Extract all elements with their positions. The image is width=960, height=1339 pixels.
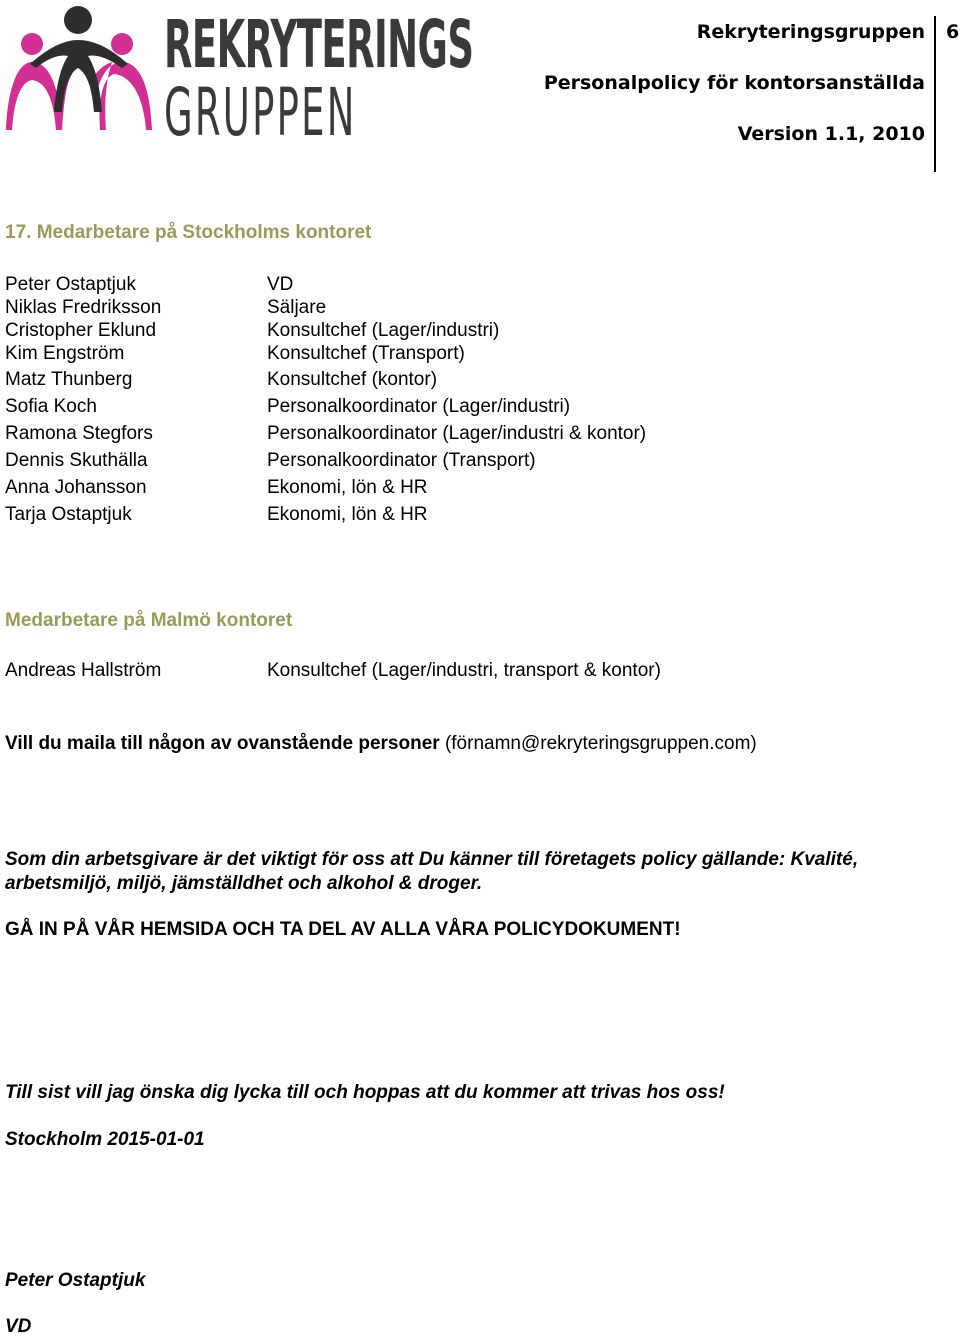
staff-role: Konsultchef (kontor): [267, 369, 438, 390]
header-divider: [934, 16, 936, 172]
staff-name: Sofia Koch: [5, 396, 97, 417]
page-number: 6: [946, 21, 960, 43]
staff-role: Ekonomi, lön & HR: [267, 504, 428, 525]
header-version: Version 1.1, 2010: [737, 123, 925, 145]
staff-role: Konsultchef (Lager/industri, transport & kontor): [267, 660, 661, 681]
malmo-section-title: Medarbetare på Malmö kontoret: [5, 610, 293, 631]
staff-role: Personalkoordinator (Transport): [267, 450, 536, 471]
staff-name: Matz Thunberg: [5, 369, 133, 390]
staff-name: Dennis Skuthälla: [5, 450, 148, 471]
staff-role: Personalkoordinator (Lager/industri): [267, 396, 571, 417]
people-logo-icon: [2, 2, 162, 142]
staff-name: Kim Engström: [5, 343, 125, 364]
stockholm-section-title: 17. Medarbetare på Stockholms kontoret: [5, 222, 372, 243]
staff-name: Peter Ostaptjuk: [5, 274, 136, 295]
company-logo: [2, 2, 522, 151]
staff-name: Ramona Stegfors: [5, 423, 153, 444]
website-note: GÅ IN PÅ VÅR HEMSIDA OCH TA DEL AV ALLA VÅRA POLICYDOKUMENT!: [5, 919, 681, 940]
policy-note-line1: Som din arbetsgivare är det viktigt för oss att Du känner till företagets policy gällande: Kvalité,: [5, 849, 859, 870]
mail-note-text: Vill du maila till någon av ovanstående personer: [5, 733, 440, 754]
document-header: [544, 16, 925, 169]
signature-title: VD: [5, 1316, 32, 1337]
logo-wordmark-line1: REKRYTERINGS: [164, 6, 474, 83]
staff-role: Konsultchef (Lager/industri): [267, 320, 500, 341]
staff-name: Andreas Hallström: [5, 660, 162, 681]
staff-role: Personalkoordinator (Lager/industri & kontor): [267, 423, 647, 444]
staff-role: Säljare: [267, 297, 327, 318]
policy-note-line2: arbetsmiljö, miljö, jämställdhet och alkohol & droger.: [5, 873, 483, 894]
header-company: Rekryteringsgruppen: [696, 21, 925, 43]
staff-role: VD: [267, 274, 294, 295]
signature-name: Peter Ostaptjuk: [5, 1270, 146, 1291]
closing-text: Till sist vill jag önska dig lycka till och hoppas att du kommer att trivas hos oss!: [5, 1082, 725, 1103]
mail-note: [5, 733, 757, 755]
mail-address-pattern: (förnamn@rekryteringsgruppen.com): [439, 733, 757, 754]
staff-role: Ekonomi, lön & HR: [267, 477, 428, 498]
header-doc-title: Personalpolicy för kontorsanställda: [543, 72, 925, 94]
staff-role: Konsultchef (Transport): [267, 343, 465, 364]
staff-name: Tarja Ostaptjuk: [5, 504, 132, 525]
logo-wordmark-line2: GRUPPEN: [164, 74, 357, 151]
staff-name: Anna Johansson: [5, 477, 147, 498]
staff-name: Niklas Fredriksson: [5, 297, 162, 318]
staff-name: Cristopher Eklund: [5, 320, 157, 341]
place-date: Stockholm 2015-01-01: [5, 1129, 205, 1150]
